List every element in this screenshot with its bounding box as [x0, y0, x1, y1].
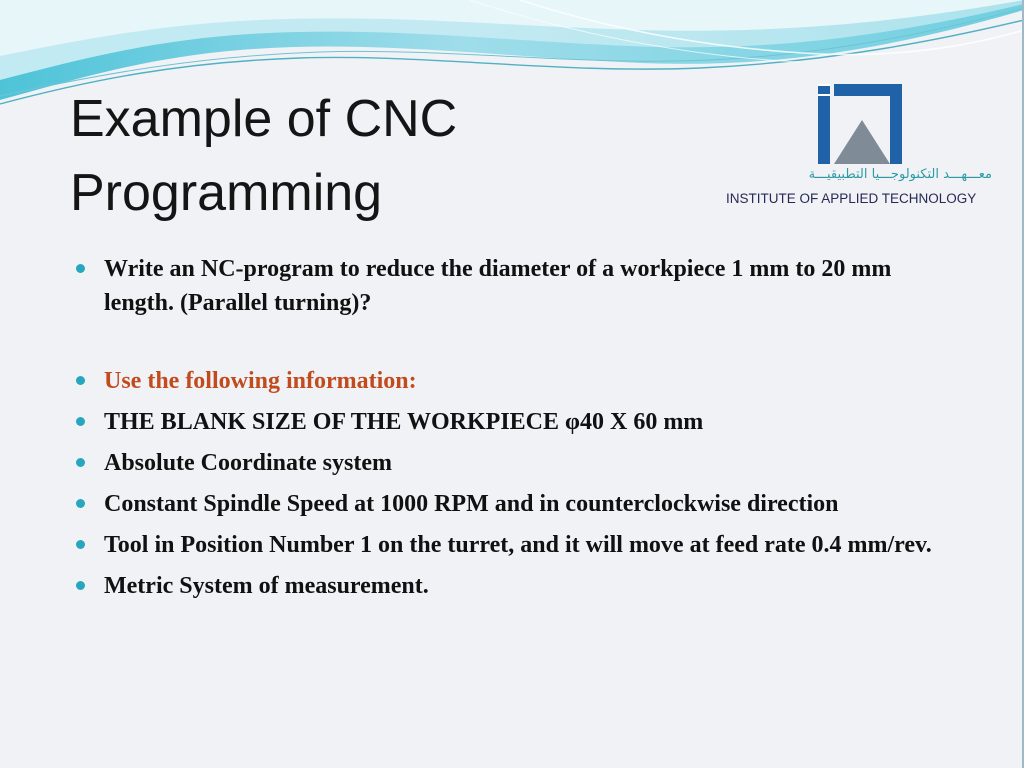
bullet-text: Absolute Coordinate system: [104, 450, 392, 476]
bullet-text: Metric System of measurement.: [104, 573, 429, 599]
bullet-dot-icon: [76, 499, 85, 508]
bullet-use-following: [104, 364, 944, 398]
bullet-dot-icon: [76, 417, 85, 426]
logo-english-text: INSTITUTE OF APPLIED TECHNOLOGY: [726, 191, 977, 206]
bullet-dot-icon: [76, 458, 85, 467]
iat-logo: [724, 84, 996, 214]
institute-logo-mark-icon: [818, 84, 902, 164]
bullet-text: Constant Spindle Speed at 1000 RPM and in counterclockwise direction: [104, 491, 839, 517]
bullet-dot-icon: [76, 376, 85, 385]
bullet-text: Tool in Position Number 1 on the turret, and it will move at feed rate 0.4 mm/rev.: [104, 532, 932, 558]
bullet-metric-system: [104, 569, 944, 603]
bullet-text: THE BLANK SIZE OF THE WORKPIECE φ40 X 60 mm: [104, 409, 704, 435]
bullet-dot-icon: [76, 581, 85, 590]
bullet-task: [104, 252, 944, 320]
bullet-text: Use the following information:: [104, 368, 417, 394]
slide-title: Example of CNC Programming: [70, 90, 458, 222]
bullet-text: Write an NC-program to reduce the diameter of a workpiece 1 mm to 20 mm length. (Parallel turning)?: [104, 256, 892, 316]
logo-arabic-text: معـــهـــد التكنولوجـــيا التطبيقيـــة: [808, 167, 992, 182]
bullet-tool-position: [104, 528, 944, 562]
bullet-coordinate-system: [104, 446, 944, 480]
bullet-spindle-speed: [104, 487, 944, 521]
bullet-blank-size: [104, 405, 944, 439]
bullet-dot-icon: [76, 264, 85, 273]
bullet-dot-icon: [76, 540, 85, 549]
bullet-list: [104, 252, 944, 610]
